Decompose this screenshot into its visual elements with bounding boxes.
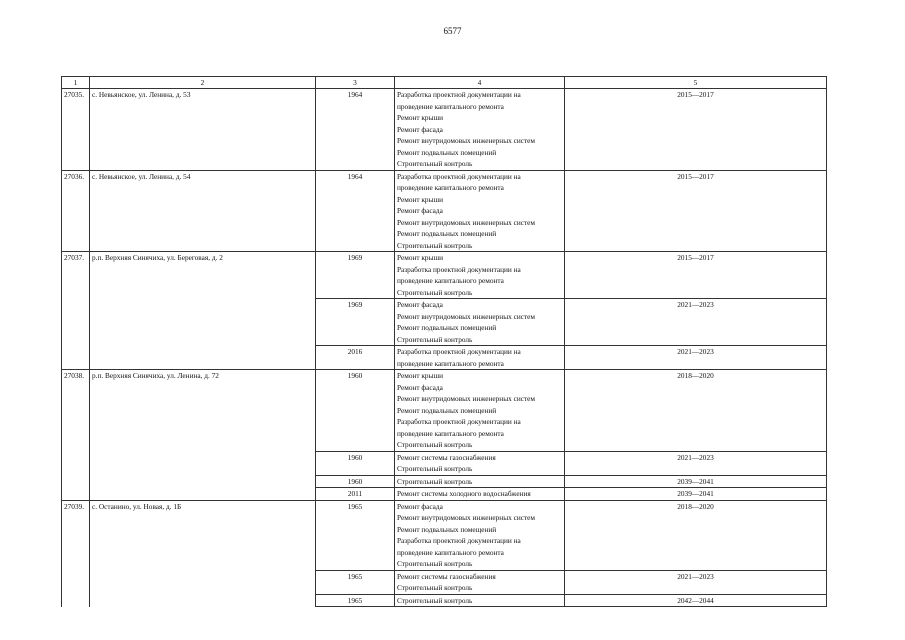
work-item: Разработка проектной документации на bbox=[397, 264, 521, 274]
work-item: Строительный контроль bbox=[397, 583, 473, 592]
table-row bbox=[62, 370, 827, 452]
work-item: Ремонт крыши bbox=[397, 194, 444, 204]
work-item: Строительный контроль bbox=[397, 287, 473, 297]
table-row bbox=[62, 170, 827, 252]
works-cell bbox=[395, 594, 565, 607]
work-item: Ремонт внутридомовых инженерных систем bbox=[397, 217, 536, 227]
work-item: Ремонт крыши bbox=[397, 253, 444, 262]
work-item: Разработка проектной документации на bbox=[397, 171, 521, 181]
work-item: Строительный контроль bbox=[397, 559, 473, 568]
table-row bbox=[62, 89, 827, 171]
work-item: Разработка проектной документации на bbox=[397, 417, 521, 426]
work-item: Разработка проектной документации на bbox=[397, 347, 521, 356]
work-item: Ремонт фасада bbox=[397, 206, 443, 215]
works-cell bbox=[395, 170, 565, 252]
work-item: Ремонт фасада bbox=[397, 124, 443, 134]
year-cell: 2011 bbox=[316, 488, 395, 501]
work-item: Строительный контроль bbox=[397, 476, 473, 486]
address-cell: с. Невьянское, ул. Ленина, д. 53 bbox=[90, 89, 316, 171]
works-cell bbox=[395, 488, 565, 501]
column-number-1: 1 bbox=[62, 77, 90, 89]
works-cell bbox=[395, 475, 565, 488]
work-item: Ремонт внутридомовых инженерных систем bbox=[397, 513, 536, 522]
work-item: Ремонт подвальных помещений bbox=[397, 147, 497, 157]
work-item: Строительный контроль bbox=[397, 595, 473, 605]
table-row bbox=[62, 252, 827, 299]
work-item: Ремонт подвальных помещений bbox=[397, 405, 497, 415]
work-item: Ремонт подвальных помещений bbox=[397, 323, 497, 332]
column-number-row bbox=[62, 77, 827, 89]
repair-schedule-table-container bbox=[61, 76, 826, 607]
work-item: Ремонт подвальных помещений bbox=[397, 524, 497, 534]
work-item: Строительный контроль bbox=[397, 464, 473, 473]
work-item: Ремонт системы холодного водоснабжения bbox=[397, 489, 531, 498]
work-item: Строительный контроль bbox=[397, 159, 473, 168]
work-item: Ремонт системы газоснабжения bbox=[397, 452, 496, 462]
period-cell: 2015—2017 bbox=[565, 89, 827, 171]
work-item: проведение капитального ремонта bbox=[397, 358, 504, 368]
period-cell: 2021—2023 bbox=[565, 451, 827, 475]
address-cell: р.п. Верхняя Синячиха, ул. Береговая, д. 2 bbox=[90, 252, 316, 370]
year-cell: 1960 bbox=[316, 451, 395, 475]
work-item: Ремонт фасада bbox=[397, 300, 443, 309]
year-cell: 1964 bbox=[316, 89, 395, 171]
year-cell: 1969 bbox=[316, 299, 395, 346]
year-cell: 1965 bbox=[316, 594, 395, 607]
period-cell: 2039—2041 bbox=[565, 475, 827, 488]
works-cell bbox=[395, 89, 565, 171]
works-cell bbox=[395, 370, 565, 452]
works-cell bbox=[395, 570, 565, 594]
work-item: Ремонт подвальных помещений bbox=[397, 229, 497, 238]
year-cell: 1964 bbox=[316, 170, 395, 252]
address-cell: с. Останино, ул. Новая, д. 1Б bbox=[90, 500, 316, 607]
column-number-3: 3 bbox=[316, 77, 395, 89]
work-item: проведение капитального ремонта bbox=[397, 183, 504, 192]
period-cell: 2018—2020 bbox=[565, 370, 827, 452]
work-item: Ремонт крыши bbox=[397, 371, 444, 380]
building-number-cell: 27039. bbox=[62, 500, 90, 607]
address-cell: р.п. Верхняя Синячиха, ул. Ленина, д. 72 bbox=[90, 370, 316, 501]
works-cell bbox=[395, 346, 565, 370]
work-item: Ремонт внутридомовых инженерных систем bbox=[397, 136, 536, 145]
works-cell bbox=[395, 451, 565, 475]
year-cell: 2016 bbox=[316, 346, 395, 370]
column-number-2: 2 bbox=[90, 77, 316, 89]
table-row bbox=[62, 500, 827, 570]
work-item: Ремонт фасада bbox=[397, 501, 443, 511]
period-cell: 2039—2041 bbox=[565, 488, 827, 501]
work-item: Строительный контроль bbox=[397, 334, 473, 344]
period-cell: 2021—2023 bbox=[565, 299, 827, 346]
work-item: проведение капитального ремонта bbox=[397, 276, 504, 285]
work-item: Разработка проектной документации на bbox=[397, 90, 521, 99]
works-cell bbox=[395, 299, 565, 346]
year-cell: 1969 bbox=[316, 252, 395, 299]
work-item: проведение капитального ремонта bbox=[397, 428, 504, 438]
year-cell: 1960 bbox=[316, 370, 395, 452]
work-item: Ремонт крыши bbox=[397, 113, 444, 122]
period-cell: 2018—2020 bbox=[565, 500, 827, 570]
period-cell: 2021—2023 bbox=[565, 570, 827, 594]
work-item: проведение капитального ремонта bbox=[397, 547, 504, 557]
column-number-5: 5 bbox=[565, 77, 827, 89]
building-number-cell: 27035. bbox=[62, 89, 90, 171]
repair-schedule-table bbox=[61, 76, 827, 607]
column-number-4: 4 bbox=[395, 77, 565, 89]
period-cell: 2021—2023 bbox=[565, 346, 827, 370]
year-cell: 1965 bbox=[316, 500, 395, 570]
work-item: Ремонт внутридомовых инженерных систем bbox=[397, 311, 536, 321]
period-cell: 2042—2044 bbox=[565, 594, 827, 607]
address-cell: с. Невьянское, ул. Ленина, д. 54 bbox=[90, 170, 316, 252]
period-cell: 2015—2017 bbox=[565, 170, 827, 252]
year-cell: 1960 bbox=[316, 475, 395, 488]
work-item: Ремонт внутридомовых инженерных систем bbox=[397, 394, 536, 403]
period-cell: 2015—2017 bbox=[565, 252, 827, 299]
work-item: Строительный контроль bbox=[397, 240, 473, 250]
year-cell: 1965 bbox=[316, 570, 395, 594]
work-item: Строительный контроль bbox=[397, 440, 473, 449]
building-number-cell: 27038. bbox=[62, 370, 90, 501]
work-item: Ремонт фасада bbox=[397, 382, 443, 392]
building-number-cell: 27036. bbox=[62, 170, 90, 252]
work-item: Ремонт системы газоснабжения bbox=[397, 571, 496, 581]
work-item: проведение капитального ремонта bbox=[397, 101, 504, 111]
work-item: Разработка проектной документации на bbox=[397, 536, 521, 545]
building-number-cell: 27037. bbox=[62, 252, 90, 370]
works-cell bbox=[395, 500, 565, 570]
table-body bbox=[62, 77, 827, 607]
works-cell bbox=[395, 252, 565, 299]
page-number: 6577 bbox=[443, 26, 462, 36]
